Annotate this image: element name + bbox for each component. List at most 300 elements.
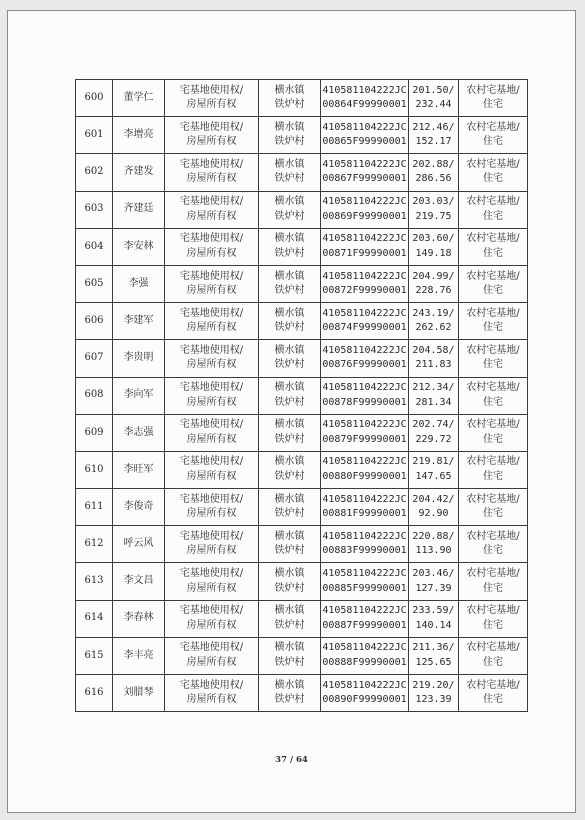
location-line: 铁炉村 <box>274 694 305 706</box>
cell-holder-name: 李贵明 <box>113 340 165 377</box>
table-row <box>76 303 528 340</box>
cell-location <box>259 265 321 302</box>
cell-parcel-code <box>321 526 409 563</box>
cell-location <box>259 489 321 526</box>
parcel-code-line: 410581104222JC <box>322 642 407 654</box>
cell-row-number: 609 <box>76 414 113 451</box>
location-line: 横水镇 <box>274 158 305 170</box>
cell-area <box>409 80 459 117</box>
parcel-code-line: 410581104222JC <box>322 605 407 617</box>
cell-row-number: 615 <box>76 637 113 674</box>
parcel-code-line: 00885F99990001 <box>322 582 407 594</box>
cell-land-use <box>459 191 528 228</box>
cell-holder-name: 李建军 <box>113 303 165 340</box>
cell-right-type <box>165 154 259 191</box>
cell-right-type <box>165 637 259 674</box>
cell-land-use <box>459 451 528 488</box>
right-type-line: 房屋所有权 <box>186 545 237 557</box>
parcel-code-line: 00874F99990001 <box>322 322 407 334</box>
location-line: 铁炉村 <box>274 210 305 222</box>
right-type-line: 房屋所有权 <box>186 210 237 222</box>
cell-land-use <box>459 154 528 191</box>
parcel-code-line: 410581104222JC <box>322 679 407 691</box>
parcel-code-line: 00876F99990001 <box>322 359 407 371</box>
table-row <box>76 563 528 600</box>
area-line: 204.42/ <box>412 493 455 505</box>
land-use-line: 住宅 <box>483 99 503 111</box>
cell-location <box>259 526 321 563</box>
right-type-line: 宅基地使用权/ <box>179 605 244 617</box>
cell-area <box>409 228 459 265</box>
table-row <box>76 489 528 526</box>
location-line: 横水镇 <box>274 642 305 654</box>
cell-land-use <box>459 228 528 265</box>
cell-holder-name: 李志强 <box>113 414 165 451</box>
land-use-line: 农村宅基地/ <box>466 382 520 394</box>
cell-area <box>409 340 459 377</box>
land-use-line: 农村宅基地/ <box>466 679 520 691</box>
right-type-line: 房屋所有权 <box>186 508 237 520</box>
table-row <box>76 228 528 265</box>
land-use-line: 农村宅基地/ <box>466 642 520 654</box>
cell-holder-name: 李向军 <box>113 377 165 414</box>
area-line: 281.34 <box>415 396 452 408</box>
land-use-line: 住宅 <box>483 508 503 520</box>
cell-land-use <box>459 600 528 637</box>
right-type-line: 宅基地使用权/ <box>179 679 244 691</box>
cell-holder-name: 李安林 <box>113 228 165 265</box>
cell-right-type <box>165 117 259 154</box>
area-line: 204.58/ <box>412 344 455 356</box>
land-use-line: 住宅 <box>483 582 503 594</box>
cell-parcel-code <box>321 117 409 154</box>
location-line: 横水镇 <box>274 196 305 208</box>
cell-land-use <box>459 489 528 526</box>
area-line: 123.39 <box>415 694 452 706</box>
cell-location <box>259 637 321 674</box>
table-row <box>76 80 528 117</box>
location-line: 横水镇 <box>274 270 305 282</box>
right-type-line: 房屋所有权 <box>186 582 237 594</box>
right-type-line: 宅基地使用权/ <box>179 493 244 505</box>
location-line: 铁炉村 <box>274 99 305 111</box>
cell-holder-name: 齐建廷 <box>113 191 165 228</box>
cell-area <box>409 600 459 637</box>
area-line: 202.88/ <box>412 158 455 170</box>
cell-location <box>259 414 321 451</box>
table-row <box>76 675 528 712</box>
area-line: 229.72 <box>415 433 452 445</box>
cell-right-type <box>165 377 259 414</box>
land-use-line: 农村宅基地/ <box>466 84 520 96</box>
land-use-line: 农村宅基地/ <box>466 493 520 505</box>
parcel-code-line: 410581104222JC <box>322 530 407 542</box>
area-line: 125.65 <box>415 656 452 668</box>
cell-parcel-code <box>321 675 409 712</box>
cell-right-type <box>165 600 259 637</box>
right-type-line: 房屋所有权 <box>186 247 237 259</box>
location-line: 横水镇 <box>274 121 305 133</box>
location-line: 横水镇 <box>274 530 305 542</box>
parcel-code-line: 410581104222JC <box>322 158 407 170</box>
location-line: 铁炉村 <box>274 285 305 297</box>
land-use-line: 农村宅基地/ <box>466 196 520 208</box>
parcel-code-line: 00865F99990001 <box>322 136 407 148</box>
land-use-line: 农村宅基地/ <box>466 158 520 170</box>
cell-land-use <box>459 340 528 377</box>
area-line: 140.14 <box>415 619 452 631</box>
location-line: 铁炉村 <box>274 136 305 148</box>
land-use-line: 农村宅基地/ <box>466 307 520 319</box>
right-type-line: 宅基地使用权/ <box>179 196 244 208</box>
table-row <box>76 377 528 414</box>
right-type-line: 房屋所有权 <box>186 359 237 371</box>
land-use-line: 住宅 <box>483 619 503 631</box>
cell-area <box>409 526 459 563</box>
parcel-code-line: 410581104222JC <box>322 270 407 282</box>
cell-land-use <box>459 265 528 302</box>
right-type-line: 宅基地使用权/ <box>179 307 244 319</box>
cell-row-number: 602 <box>76 154 113 191</box>
land-use-line: 住宅 <box>483 545 503 557</box>
area-line: 149.18 <box>415 247 452 259</box>
cell-holder-name: 呼云风 <box>113 526 165 563</box>
location-line: 横水镇 <box>274 307 305 319</box>
cell-location <box>259 340 321 377</box>
location-line: 铁炉村 <box>274 247 305 259</box>
cell-right-type <box>165 80 259 117</box>
right-type-line: 宅基地使用权/ <box>179 419 244 431</box>
land-use-line: 农村宅基地/ <box>466 121 520 133</box>
area-line: 219.75 <box>415 210 452 222</box>
cell-parcel-code <box>321 637 409 674</box>
cell-area <box>409 191 459 228</box>
land-use-line: 住宅 <box>483 396 503 408</box>
cell-row-number: 606 <box>76 303 113 340</box>
right-type-line: 宅基地使用权/ <box>179 642 244 654</box>
cell-parcel-code <box>321 600 409 637</box>
parcel-code-line: 00887F99990001 <box>322 619 407 631</box>
cell-right-type <box>165 489 259 526</box>
cell-row-number: 604 <box>76 228 113 265</box>
location-line: 铁炉村 <box>274 173 305 185</box>
cell-holder-name: 李旺军 <box>113 451 165 488</box>
right-type-line: 宅基地使用权/ <box>179 84 244 96</box>
right-type-line: 宅基地使用权/ <box>179 344 244 356</box>
land-use-line: 农村宅基地/ <box>466 344 520 356</box>
parcel-code-line: 00871F99990001 <box>322 247 407 259</box>
area-line: 233.59/ <box>412 605 455 617</box>
location-line: 铁炉村 <box>274 508 305 520</box>
parcel-code-line: 410581104222JC <box>322 344 407 356</box>
right-type-line: 宅基地使用权/ <box>179 233 244 245</box>
table-row <box>76 117 528 154</box>
right-type-line: 宅基地使用权/ <box>179 568 244 580</box>
cell-parcel-code <box>321 154 409 191</box>
cell-row-number: 601 <box>76 117 113 154</box>
cell-land-use <box>459 675 528 712</box>
land-use-line: 住宅 <box>483 247 503 259</box>
area-line: 262.62 <box>415 322 452 334</box>
cell-row-number: 612 <box>76 526 113 563</box>
cell-parcel-code <box>321 265 409 302</box>
land-use-line: 农村宅基地/ <box>466 419 520 431</box>
area-line: 204.99/ <box>412 270 455 282</box>
location-line: 横水镇 <box>274 568 305 580</box>
cell-land-use <box>459 526 528 563</box>
area-line: 212.34/ <box>412 382 455 394</box>
cell-location <box>259 377 321 414</box>
cell-holder-name: 董学仁 <box>113 80 165 117</box>
cell-row-number: 607 <box>76 340 113 377</box>
location-line: 横水镇 <box>274 233 305 245</box>
cell-area <box>409 303 459 340</box>
land-use-line: 住宅 <box>483 656 503 668</box>
cell-right-type <box>165 563 259 600</box>
cell-row-number: 605 <box>76 265 113 302</box>
area-line: 202.74/ <box>412 419 455 431</box>
cell-land-use <box>459 80 528 117</box>
cell-location <box>259 303 321 340</box>
cell-right-type <box>165 526 259 563</box>
parcel-code-line: 410581104222JC <box>322 419 407 431</box>
cell-location <box>259 563 321 600</box>
parcel-code-line: 00872F99990001 <box>322 285 407 297</box>
cell-right-type <box>165 675 259 712</box>
right-type-line: 宅基地使用权/ <box>179 121 244 133</box>
cell-row-number: 600 <box>76 80 113 117</box>
land-use-line: 住宅 <box>483 359 503 371</box>
right-type-line: 房屋所有权 <box>186 619 237 631</box>
area-line: 219.20/ <box>412 679 455 691</box>
cell-right-type <box>165 228 259 265</box>
area-line: 219.81/ <box>412 456 455 468</box>
table-row <box>76 265 528 302</box>
area-line: 232.44 <box>415 99 452 111</box>
right-type-line: 宅基地使用权/ <box>179 530 244 542</box>
right-type-line: 宅基地使用权/ <box>179 270 244 282</box>
cell-area <box>409 154 459 191</box>
cell-right-type <box>165 414 259 451</box>
cell-area <box>409 563 459 600</box>
parcel-code-line: 410581104222JC <box>322 233 407 245</box>
right-type-line: 房屋所有权 <box>186 433 237 445</box>
cell-area <box>409 414 459 451</box>
cell-parcel-code <box>321 377 409 414</box>
land-use-line: 住宅 <box>483 210 503 222</box>
cell-area <box>409 451 459 488</box>
area-line: 92.90 <box>418 508 449 520</box>
land-use-line: 农村宅基地/ <box>466 270 520 282</box>
parcel-code-line: 00880F99990001 <box>322 470 407 482</box>
cell-area <box>409 489 459 526</box>
cell-parcel-code <box>321 451 409 488</box>
parcel-code-line: 00869F99990001 <box>322 210 407 222</box>
cell-row-number: 616 <box>76 675 113 712</box>
cell-right-type <box>165 191 259 228</box>
cell-land-use <box>459 117 528 154</box>
land-use-line: 农村宅基地/ <box>466 605 520 617</box>
area-line: 113.90 <box>415 545 452 557</box>
area-line: 212.46/ <box>412 121 455 133</box>
right-type-line: 房屋所有权 <box>186 285 237 297</box>
location-line: 铁炉村 <box>274 619 305 631</box>
cell-area <box>409 265 459 302</box>
area-line: 152.17 <box>415 136 452 148</box>
right-type-line: 宅基地使用权/ <box>179 158 244 170</box>
cell-location <box>259 600 321 637</box>
cell-parcel-code <box>321 340 409 377</box>
cell-holder-name: 李强 <box>113 265 165 302</box>
location-line: 铁炉村 <box>274 433 305 445</box>
land-use-line: 农村宅基地/ <box>466 456 520 468</box>
land-use-line: 住宅 <box>483 136 503 148</box>
land-use-line: 住宅 <box>483 694 503 706</box>
area-line: 211.83 <box>415 359 452 371</box>
right-type-line: 房屋所有权 <box>186 173 237 185</box>
table-row <box>76 340 528 377</box>
area-line: 243.19/ <box>412 307 455 319</box>
right-type-line: 房屋所有权 <box>186 694 237 706</box>
land-use-line: 住宅 <box>483 285 503 297</box>
cell-parcel-code <box>321 489 409 526</box>
area-line: 147.65 <box>415 470 452 482</box>
cell-area <box>409 117 459 154</box>
cell-row-number: 611 <box>76 489 113 526</box>
parcel-code-line: 410581104222JC <box>322 456 407 468</box>
area-line: 228.76 <box>415 285 452 297</box>
cell-location <box>259 675 321 712</box>
parcel-code-line: 00888F99990001 <box>322 656 407 668</box>
table-row <box>76 414 528 451</box>
location-line: 横水镇 <box>274 679 305 691</box>
land-use-line: 住宅 <box>483 470 503 482</box>
area-line: 203.60/ <box>412 233 455 245</box>
cell-holder-name: 李文昌 <box>113 563 165 600</box>
land-use-line: 农村宅基地/ <box>466 530 520 542</box>
table-row <box>76 154 528 191</box>
cell-location <box>259 80 321 117</box>
location-line: 铁炉村 <box>274 396 305 408</box>
land-rights-table <box>75 79 528 712</box>
table-row <box>76 526 528 563</box>
cell-right-type <box>165 340 259 377</box>
cell-holder-name: 齐建发 <box>113 154 165 191</box>
location-line: 横水镇 <box>274 605 305 617</box>
land-use-line: 住宅 <box>483 322 503 334</box>
cell-right-type <box>165 265 259 302</box>
table-row <box>76 191 528 228</box>
location-line: 铁炉村 <box>274 545 305 557</box>
area-line: 286.56 <box>415 173 452 185</box>
parcel-code-line: 410581104222JC <box>322 196 407 208</box>
parcel-code-line: 410581104222JC <box>322 84 407 96</box>
cell-parcel-code <box>321 228 409 265</box>
cell-location <box>259 451 321 488</box>
location-line: 横水镇 <box>274 493 305 505</box>
location-line: 铁炉村 <box>274 359 305 371</box>
cell-right-type <box>165 303 259 340</box>
cell-area <box>409 637 459 674</box>
parcel-code-line: 410581104222JC <box>322 121 407 133</box>
cell-holder-name: 李增亮 <box>113 117 165 154</box>
cell-location <box>259 191 321 228</box>
page-number: 37 / 64 <box>275 755 308 765</box>
cell-land-use <box>459 303 528 340</box>
parcel-code-line: 00881F99990001 <box>322 508 407 520</box>
cell-holder-name: 李春林 <box>113 600 165 637</box>
location-line: 横水镇 <box>274 344 305 356</box>
cell-area <box>409 377 459 414</box>
cell-land-use <box>459 414 528 451</box>
parcel-code-line: 410581104222JC <box>322 382 407 394</box>
cell-land-use <box>459 563 528 600</box>
parcel-code-line: 410581104222JC <box>322 307 407 319</box>
parcel-code-line: 00890F99990001 <box>322 694 407 706</box>
land-use-line: 农村宅基地/ <box>466 568 520 580</box>
location-line: 铁炉村 <box>274 470 305 482</box>
parcel-code-line: 00878F99990001 <box>322 396 407 408</box>
parcel-code-line: 00864F99990001 <box>322 99 407 111</box>
parcel-code-line: 410581104222JC <box>322 568 407 580</box>
parcel-code-line: 410581104222JC <box>322 493 407 505</box>
cell-holder-name: 刘腊琴 <box>113 675 165 712</box>
area-line: 211.36/ <box>412 642 455 654</box>
right-type-line: 房屋所有权 <box>186 396 237 408</box>
area-line: 220.88/ <box>412 530 455 542</box>
parcel-code-line: 00879F99990001 <box>322 433 407 445</box>
right-type-line: 宅基地使用权/ <box>179 382 244 394</box>
right-type-line: 房屋所有权 <box>186 656 237 668</box>
location-line: 铁炉村 <box>274 582 305 594</box>
cell-row-number: 613 <box>76 563 113 600</box>
cell-parcel-code <box>321 191 409 228</box>
right-type-line: 房屋所有权 <box>186 99 237 111</box>
right-type-line: 宅基地使用权/ <box>179 456 244 468</box>
cell-area <box>409 675 459 712</box>
cell-holder-name: 李丰亮 <box>113 637 165 674</box>
table-row <box>76 637 528 674</box>
area-line: 203.03/ <box>412 196 455 208</box>
cell-row-number: 608 <box>76 377 113 414</box>
cell-parcel-code <box>321 563 409 600</box>
document-page <box>7 10 576 813</box>
cell-row-number: 614 <box>76 600 113 637</box>
right-type-line: 房屋所有权 <box>186 136 237 148</box>
location-line: 铁炉村 <box>274 656 305 668</box>
cell-row-number: 610 <box>76 451 113 488</box>
table-row <box>76 451 528 488</box>
cell-location <box>259 228 321 265</box>
cell-row-number: 603 <box>76 191 113 228</box>
cell-land-use <box>459 377 528 414</box>
cell-holder-name: 李俊奇 <box>113 489 165 526</box>
parcel-code-line: 00883F99990001 <box>322 545 407 557</box>
area-line: 127.39 <box>415 582 452 594</box>
land-use-line: 住宅 <box>483 173 503 185</box>
land-use-line: 住宅 <box>483 433 503 445</box>
parcel-code-line: 00867F99990001 <box>322 173 407 185</box>
area-line: 201.50/ <box>412 84 455 96</box>
cell-parcel-code <box>321 414 409 451</box>
location-line: 横水镇 <box>274 419 305 431</box>
cell-location <box>259 117 321 154</box>
area-line: 203.46/ <box>412 568 455 580</box>
cell-right-type <box>165 451 259 488</box>
location-line: 横水镇 <box>274 382 305 394</box>
cell-parcel-code <box>321 80 409 117</box>
location-line: 横水镇 <box>274 84 305 96</box>
